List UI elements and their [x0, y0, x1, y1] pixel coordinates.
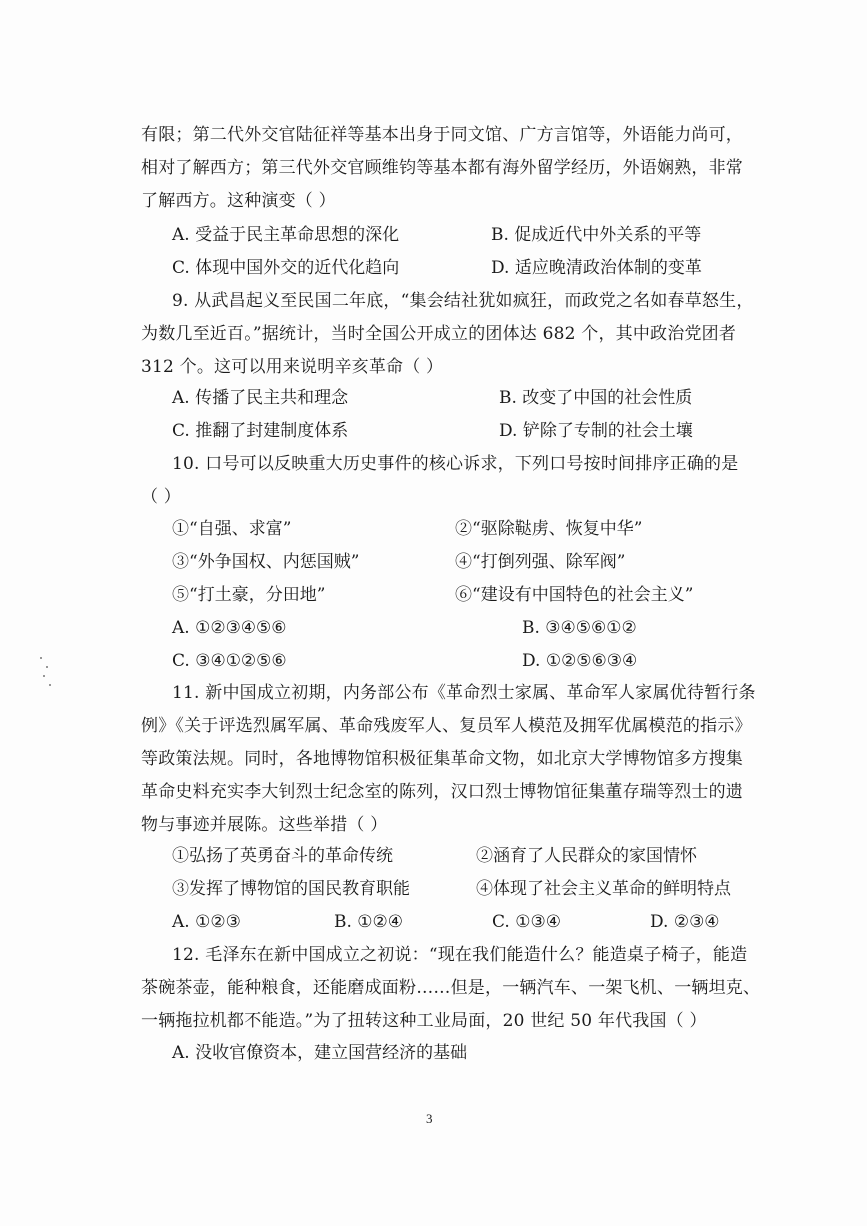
q10-option-b: B. ③④⑤⑥①②	[522, 618, 637, 638]
q11-text-line-3: 等政策法规。同时，各地博物馆积极征集革命文物，如北京大学博物馆多方搜集	[141, 749, 743, 769]
q10-option-c: C. ③④①②⑤⑥	[172, 651, 287, 671]
q9-option-c: C. 推翻了封建制度体系	[172, 421, 349, 441]
q8-text-line-1: 有限；第二代外交官陆征祥等基本出身于同文馆、广方言馆等，外语能力尚可，	[141, 125, 743, 145]
page-number: 3	[426, 1111, 433, 1126]
q10-item-6: ⑥“建设有中国特色的社会主义”	[455, 585, 694, 605]
q12-option-a: A. 没收官僚资本，建立国营经济的基础	[172, 1043, 468, 1063]
q11-text-line-4: 革命史料充实李大钊烈士纪念室的陈列，汉口烈士博物馆征集董存瑞等烈士的遗	[141, 782, 743, 802]
scan-speck	[49, 684, 51, 686]
q11-option-d: D. ②③④	[650, 912, 720, 932]
q12-text-line-1: 12. 毛泽东在新中国成立之初说：“现在我们能造什么？能造桌子椅子，能造	[172, 945, 748, 965]
q8-option-d: D. 适应晚清政治体制的变革	[491, 258, 702, 278]
q9-text-line-2: 为数几至近百。”据统计，当时全国公开成立的团体达 682 个，其中政治党团者	[141, 324, 737, 344]
q9-text-line-1: 9. 从武昌起义至民国二年底，“集会结社犹如疯狂，而政党之名如春草怒生，	[172, 291, 754, 311]
q11-item-4: ④体现了社会主义革命的鲜明特点	[476, 879, 731, 899]
q12-text-line-3: 一辆拖拉机都不能造。”为了扭转这种工业局面，20 世纪 50 年代我国（ ）	[141, 1011, 707, 1031]
q11-item-1: ①弘扬了英勇奋斗的革命传统	[172, 846, 393, 866]
q10-text-line-1: 10. 口号可以反映重大历史事件的核心诉求，下列口号按时间排序正确的是	[172, 454, 739, 474]
q11-option-c: C. ①③④	[492, 912, 561, 932]
q11-option-b: B. ①②④	[334, 912, 404, 932]
q11-text-line-5: 物与事迹并展陈。这些举措（ ）	[141, 815, 388, 835]
q10-option-a: A. ①②③④⑤⑥	[172, 618, 287, 638]
q9-option-d: D. 铲除了专制的社会土壤	[499, 421, 693, 441]
q11-option-a: A. ①②③	[172, 912, 241, 932]
q9-option-b: B. 改变了中国的社会性质	[499, 388, 693, 408]
q10-item-1: ①“自强、求富”	[172, 519, 292, 539]
q8-text-line-3: 了解西方。这种演变（ ）	[141, 191, 336, 211]
q10-item-5: ⑤“打土豪，分田地”	[172, 585, 326, 605]
q10-item-3: ③“外争国权、内惩国贼”	[172, 552, 360, 572]
scan-speck	[40, 657, 42, 659]
scan-speck	[43, 675, 45, 677]
q10-item-2: ②“驱除鞑虏、恢复中华”	[455, 519, 643, 539]
q8-option-c: C. 体现中国外交的近代化趋向	[172, 258, 400, 278]
q11-text-line-1: 11. 新中国成立初期，内务部公布《革命烈士家属、革命军人家属优待暂行条	[172, 683, 756, 703]
q8-option-a: A. 受益于民主革命思想的深化	[172, 225, 400, 245]
q8-option-b: B. 促成近代中外关系的平等	[491, 225, 702, 245]
q8-text-line-2: 相对了解西方；第三代外交官顾维钧等基本都有海外留学经历，外语娴熟，非常	[141, 158, 743, 178]
q9-option-a: A. 传播了民主共和理念	[172, 388, 349, 408]
q12-text-line-2: 茶碗茶壶，能种粮食，还能磨成面粉……但是，一辆汽车、一架飞机、一辆坦克、	[141, 978, 761, 998]
q10-text-line-2: （ ）	[141, 487, 182, 507]
q11-text-line-2: 例》《关于评选烈属军属、革命残废军人、复员军人模范及拥军优属模范的指示》	[141, 716, 752, 736]
scan-speck	[46, 666, 48, 668]
q11-item-2: ②涵育了人民群众的家国情怀	[476, 846, 697, 866]
q10-item-4: ④“打倒列强、除军阀”	[455, 552, 626, 572]
q9-text-line-3: 312 个。这可以用来说明辛亥革命（ ）	[141, 357, 444, 377]
q10-option-d: D. ①②⑤⑥③④	[522, 651, 638, 671]
q11-item-3: ③发挥了博物馆的国民教育职能	[172, 879, 410, 899]
